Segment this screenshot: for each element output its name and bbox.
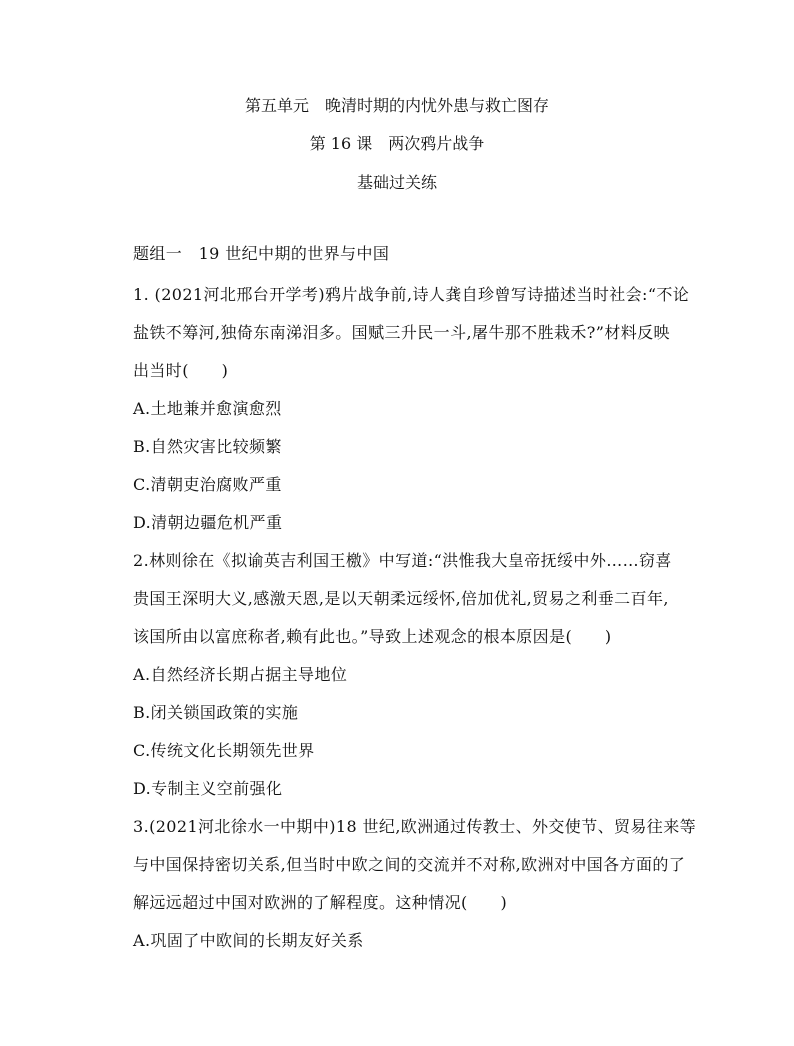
question-stem-line: 解远远超过中国对欧洲的了解程度。这种情况( ) (133, 893, 508, 912)
question-stem-line: 2.林则徐在《拟谕英吉利国王檄》中写道:“洪惟我大皇帝抚绥中外……窃喜 (133, 551, 672, 570)
lesson-title: 第 16 课 两次鸦片战争 (309, 134, 485, 153)
option-a: A.巩固了中欧间的长期友好关系 (133, 931, 364, 950)
unit-title: 第五单元 晚清时期的内忧外患与救亡图存 (244, 96, 549, 115)
option-c: C.传统文化长期领先世界 (133, 741, 315, 760)
option-d: D.清朝边疆危机严重 (133, 513, 283, 532)
option-b: B.闭关锁国政策的实施 (133, 703, 299, 722)
option-c: C.清朝吏治腐败严重 (133, 475, 282, 494)
section-title: 基础过关练 (356, 173, 437, 192)
question-stem-line: 贵国王深明大义,感激天恩,是以天朝柔远绥怀,倍加优礼,贸易之利垂二百年, (133, 589, 669, 608)
option-d: D.专制主义空前强化 (133, 779, 283, 798)
question-group-title: 题组一 19 世纪中期的世界与中国 (133, 244, 390, 263)
option-a: A.自然经济长期占据主导地位 (133, 665, 348, 684)
question-stem-line: 出当时( ) (133, 361, 229, 380)
option-a: A.土地兼并愈演愈烈 (133, 399, 282, 418)
question-stem-line: 1. (2021河北邢台开学考)鸦片战争前,诗人龚自珍曾写诗描述当时社会:“不论 (133, 285, 690, 304)
question-stem-line: 与中国保持密切关系,但当时中欧之间的交流并不对称,欧洲对中国各方面的了 (133, 855, 686, 874)
option-b: B.自然灾害比较频繁 (133, 437, 282, 456)
question-stem-line: 3.(2021河北徐水一中期中)18 世纪,欧洲通过传教士、外交使节、贸易往来等 (133, 817, 697, 836)
question-stem-line: 盐铁不筹河,独倚东南涕泪多。国赋三升民一斗,屠牛那不胜栽禾?”材料反映 (133, 323, 670, 342)
question-stem-line: 该国所由以富庶称者,赖有此也。”导致上述观念的根本原因是( ) (133, 627, 612, 646)
